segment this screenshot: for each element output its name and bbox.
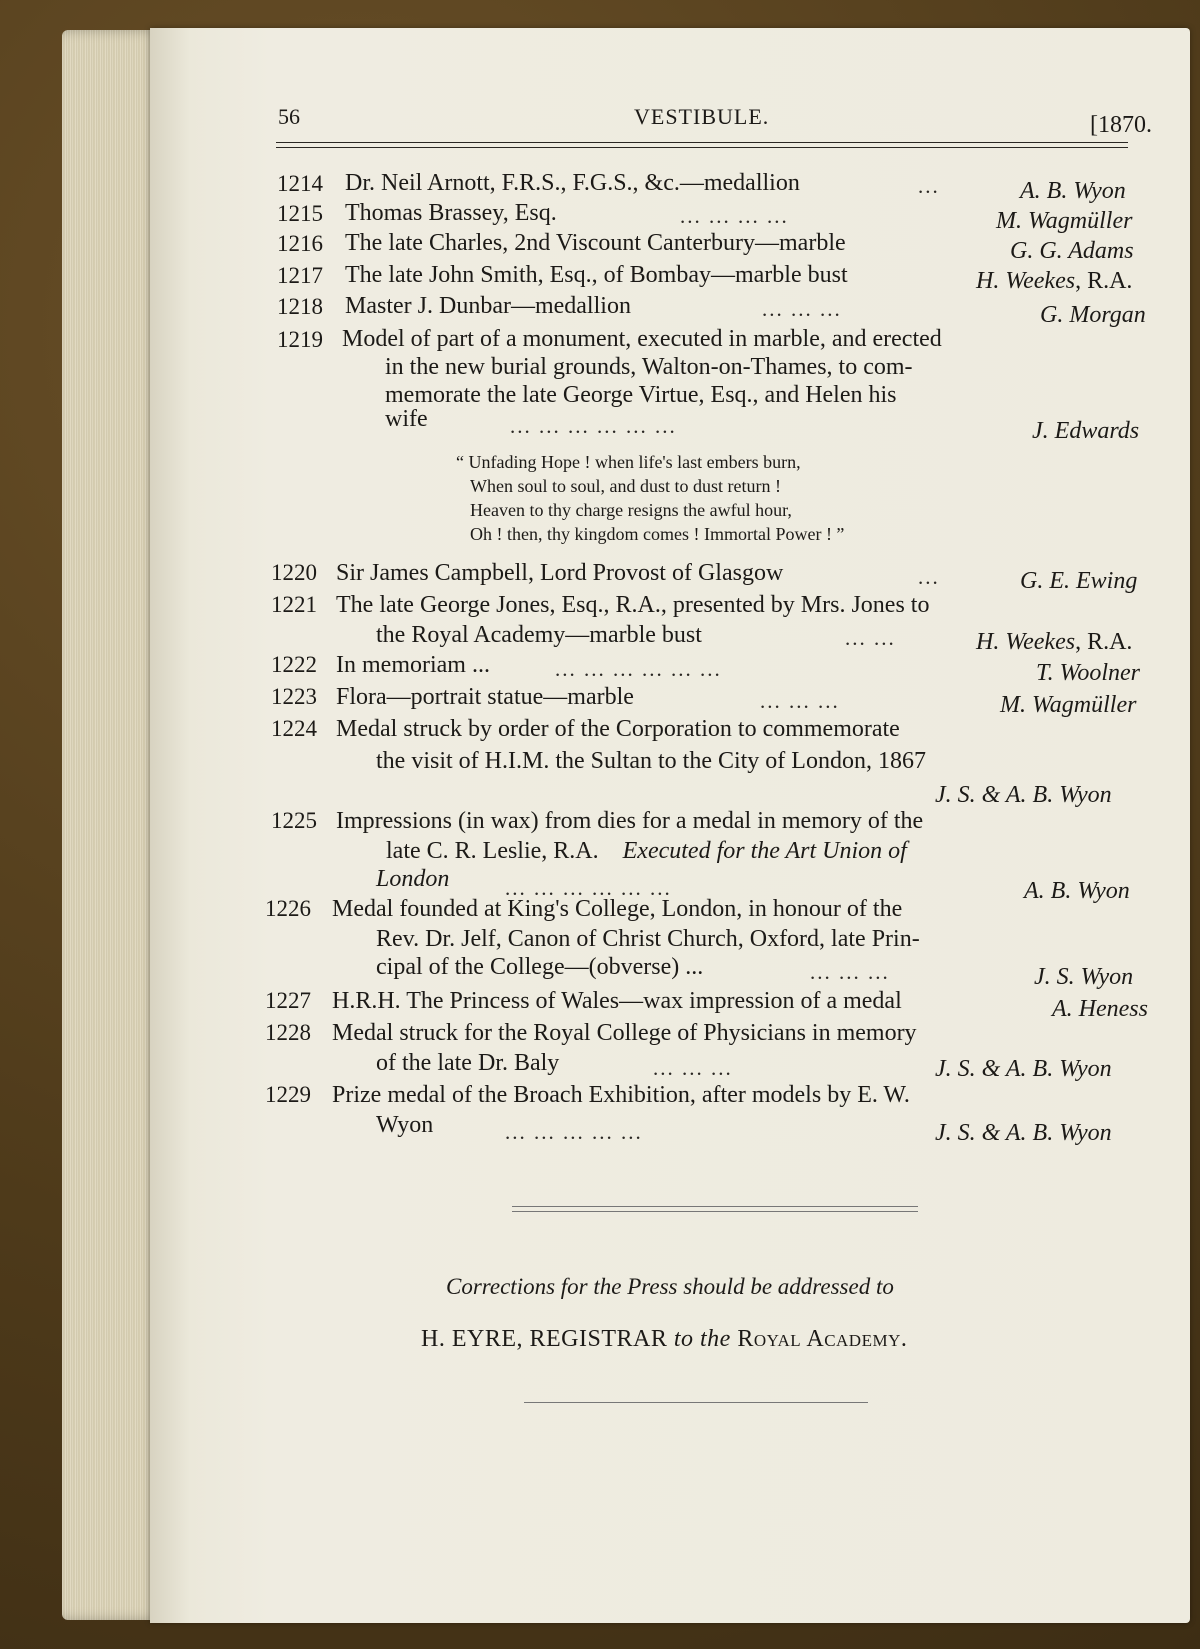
entry-title-cont: London xyxy=(376,866,450,892)
entry-title: In memoriam ... xyxy=(336,652,490,678)
entry-number: 1226 xyxy=(265,896,311,921)
entry-title-cont: the Royal Academy—marble bust xyxy=(376,622,702,648)
entry-title: Dr. Neil Arnott, F.R.S., F.G.S., &c.—medallion xyxy=(345,170,800,196)
entry-artist-line xyxy=(976,268,1132,295)
entry-title: Thomas Brassey, Esq. xyxy=(345,200,557,226)
leader-dots: ... ... ... ... ... ... xyxy=(510,414,677,438)
entry-title-cont: cipal of the College—(obverse) ... xyxy=(376,954,704,980)
entry-title: Flora—portrait statue—marble xyxy=(336,684,634,710)
entry-number: 1219 xyxy=(277,327,323,352)
leader-dots: ... ... ... ... ... ... xyxy=(555,657,722,681)
entry-artist: A. B. Wyon xyxy=(1024,878,1130,904)
entry-number: 1225 xyxy=(271,808,317,833)
entry-title-cont: wife xyxy=(385,406,428,432)
leader-dots: ... ... ... xyxy=(653,1056,733,1080)
entry-artist: J. S. & A. B. Wyon xyxy=(935,1120,1112,1146)
entry-title: Impressions (in wax) from dies for a medal in memory of the xyxy=(336,808,924,834)
entry-title-cont: in the new burial grounds, Walton-on-Thames, to com- xyxy=(385,354,913,380)
header-rule-top xyxy=(276,142,1128,143)
entry-number: 1215 xyxy=(277,201,323,226)
entry-artist: J. S. & A. B. Wyon xyxy=(935,1056,1112,1082)
entry-artist: G. Morgan xyxy=(1040,302,1146,328)
entry-title-cont: of the late Dr. Baly xyxy=(376,1050,560,1076)
header-rule-bottom xyxy=(276,147,1128,148)
leader-dots: ... ... ... xyxy=(762,297,842,321)
leader-dots: ... ... ... xyxy=(760,689,840,713)
quote-line: “ Unfading Hope ! when life's last embers burn, xyxy=(456,452,801,472)
entry-number: 1221 xyxy=(271,592,317,617)
artist-suffix: , R.A. xyxy=(1075,268,1133,294)
entry-number: 1218 xyxy=(277,294,323,319)
registrar-line xyxy=(421,1326,907,1353)
leader-dots: ... ... xyxy=(845,626,896,650)
section-title: VESTIBULE. xyxy=(634,104,770,129)
quote-line: Oh ! then, thy kingdom comes ! Immortal Power ! ” xyxy=(470,524,845,544)
entry-title-cont xyxy=(386,838,907,865)
entry-title: Sir James Campbell, Lord Provost of Glasgow xyxy=(336,560,784,586)
page-year: [1870. xyxy=(1090,112,1152,138)
entry-title-cont: Wyon xyxy=(376,1112,434,1138)
entry-number: 1224 xyxy=(271,716,317,741)
entry-title: The late George Jones, Esq., R.A., presented by Mrs. Jones to xyxy=(336,592,930,618)
entry-title-cont: the visit of H.I.M. the Sultan to the City of London, 1867 xyxy=(376,748,926,774)
section-divider xyxy=(512,1206,918,1212)
entry-number: 1214 xyxy=(277,171,323,196)
entry-artist: H. Weekes xyxy=(976,629,1076,655)
entry-number: 1222 xyxy=(271,652,317,677)
entry-title-cont: Rev. Dr. Jelf, Canon of Christ Church, Oxford, late Prin- xyxy=(376,926,920,952)
leader-dots: ... xyxy=(918,565,940,589)
registrar-academy: Royal Academy. xyxy=(737,1326,908,1352)
registrar-to-the: to the xyxy=(673,1326,731,1352)
footer-rule xyxy=(524,1402,868,1403)
entry-title-italic: Executed for the Art Union of xyxy=(622,838,907,864)
entry-artist: H. Weekes xyxy=(976,268,1076,294)
leader-dots: ... ... ... ... ... ... xyxy=(505,876,672,900)
entry-artist: M. Wagmüller xyxy=(996,208,1133,234)
entry-artist: G. G. Adams xyxy=(1010,238,1134,264)
entry-title-cont: memorate the late George Virtue, Esq., and Helen his xyxy=(385,382,897,408)
entry-number: 1216 xyxy=(277,231,323,256)
artist-suffix: , R.A. xyxy=(1075,629,1133,655)
leader-dots: ... ... ... xyxy=(810,960,890,984)
entry-title: The late Charles, 2nd Viscount Canterbury—marble xyxy=(345,230,846,256)
entry-artist: T. Woolner xyxy=(1036,660,1141,686)
leader-dots: ... xyxy=(918,174,940,198)
entry-title: Medal struck by order of the Corporation to commemorate xyxy=(336,716,900,742)
leader-dots: ... ... ... ... xyxy=(680,204,789,228)
entry-artist: J. S. Wyon xyxy=(1034,964,1134,990)
entry-title: Model of part of a monument, executed in marble, and erected xyxy=(342,326,942,352)
entry-number: 1220 xyxy=(271,560,317,585)
quote-line: When soul to soul, and dust to dust return ! xyxy=(470,476,781,496)
entry-artist: M. Wagmüller xyxy=(1000,692,1137,718)
leader-dots: ... ... ... ... ... xyxy=(505,1120,643,1144)
entry-title: The late John Smith, Esq., of Bombay—marble bust xyxy=(345,262,848,288)
entry-number: 1217 xyxy=(277,263,323,288)
quote-line: Heaven to thy charge resigns the awful hour, xyxy=(470,500,792,520)
entry-title: Medal struck for the Royal College of Physicians in memory xyxy=(332,1020,917,1046)
entry-number: 1223 xyxy=(271,684,317,709)
page-number: 56 xyxy=(278,104,300,129)
entry-title: Master J. Dunbar—medallion xyxy=(345,293,631,319)
entry-artist: A. B. Wyon xyxy=(1020,178,1126,204)
entry-number: 1228 xyxy=(265,1020,311,1045)
entry-artist: A. Heness xyxy=(1052,996,1148,1022)
page-edges xyxy=(62,30,162,1620)
registrar-name: H. EYRE, REGISTRAR xyxy=(421,1326,668,1352)
entry-artist: G. E. Ewing xyxy=(1020,568,1138,594)
entry-number: 1227 xyxy=(265,988,311,1013)
entry-artist: J. S. & A. B. Wyon xyxy=(935,782,1112,808)
corrections-note: Corrections for the Press should be addressed to xyxy=(446,1274,894,1299)
entry-artist: J. Edwards xyxy=(1032,418,1140,444)
entry-artist-line xyxy=(976,629,1132,656)
entry-title: H.R.H. The Princess of Wales—wax impression of a medal xyxy=(332,988,902,1014)
entry-title: Medal founded at King's College, London, in honour of the xyxy=(332,896,903,922)
entry-number: 1229 xyxy=(265,1082,311,1107)
entry-title: Prize medal of the Broach Exhibition, after models by E. W. xyxy=(332,1082,910,1108)
entry-title-plain: late C. R. Leslie, R.A. xyxy=(386,838,599,864)
